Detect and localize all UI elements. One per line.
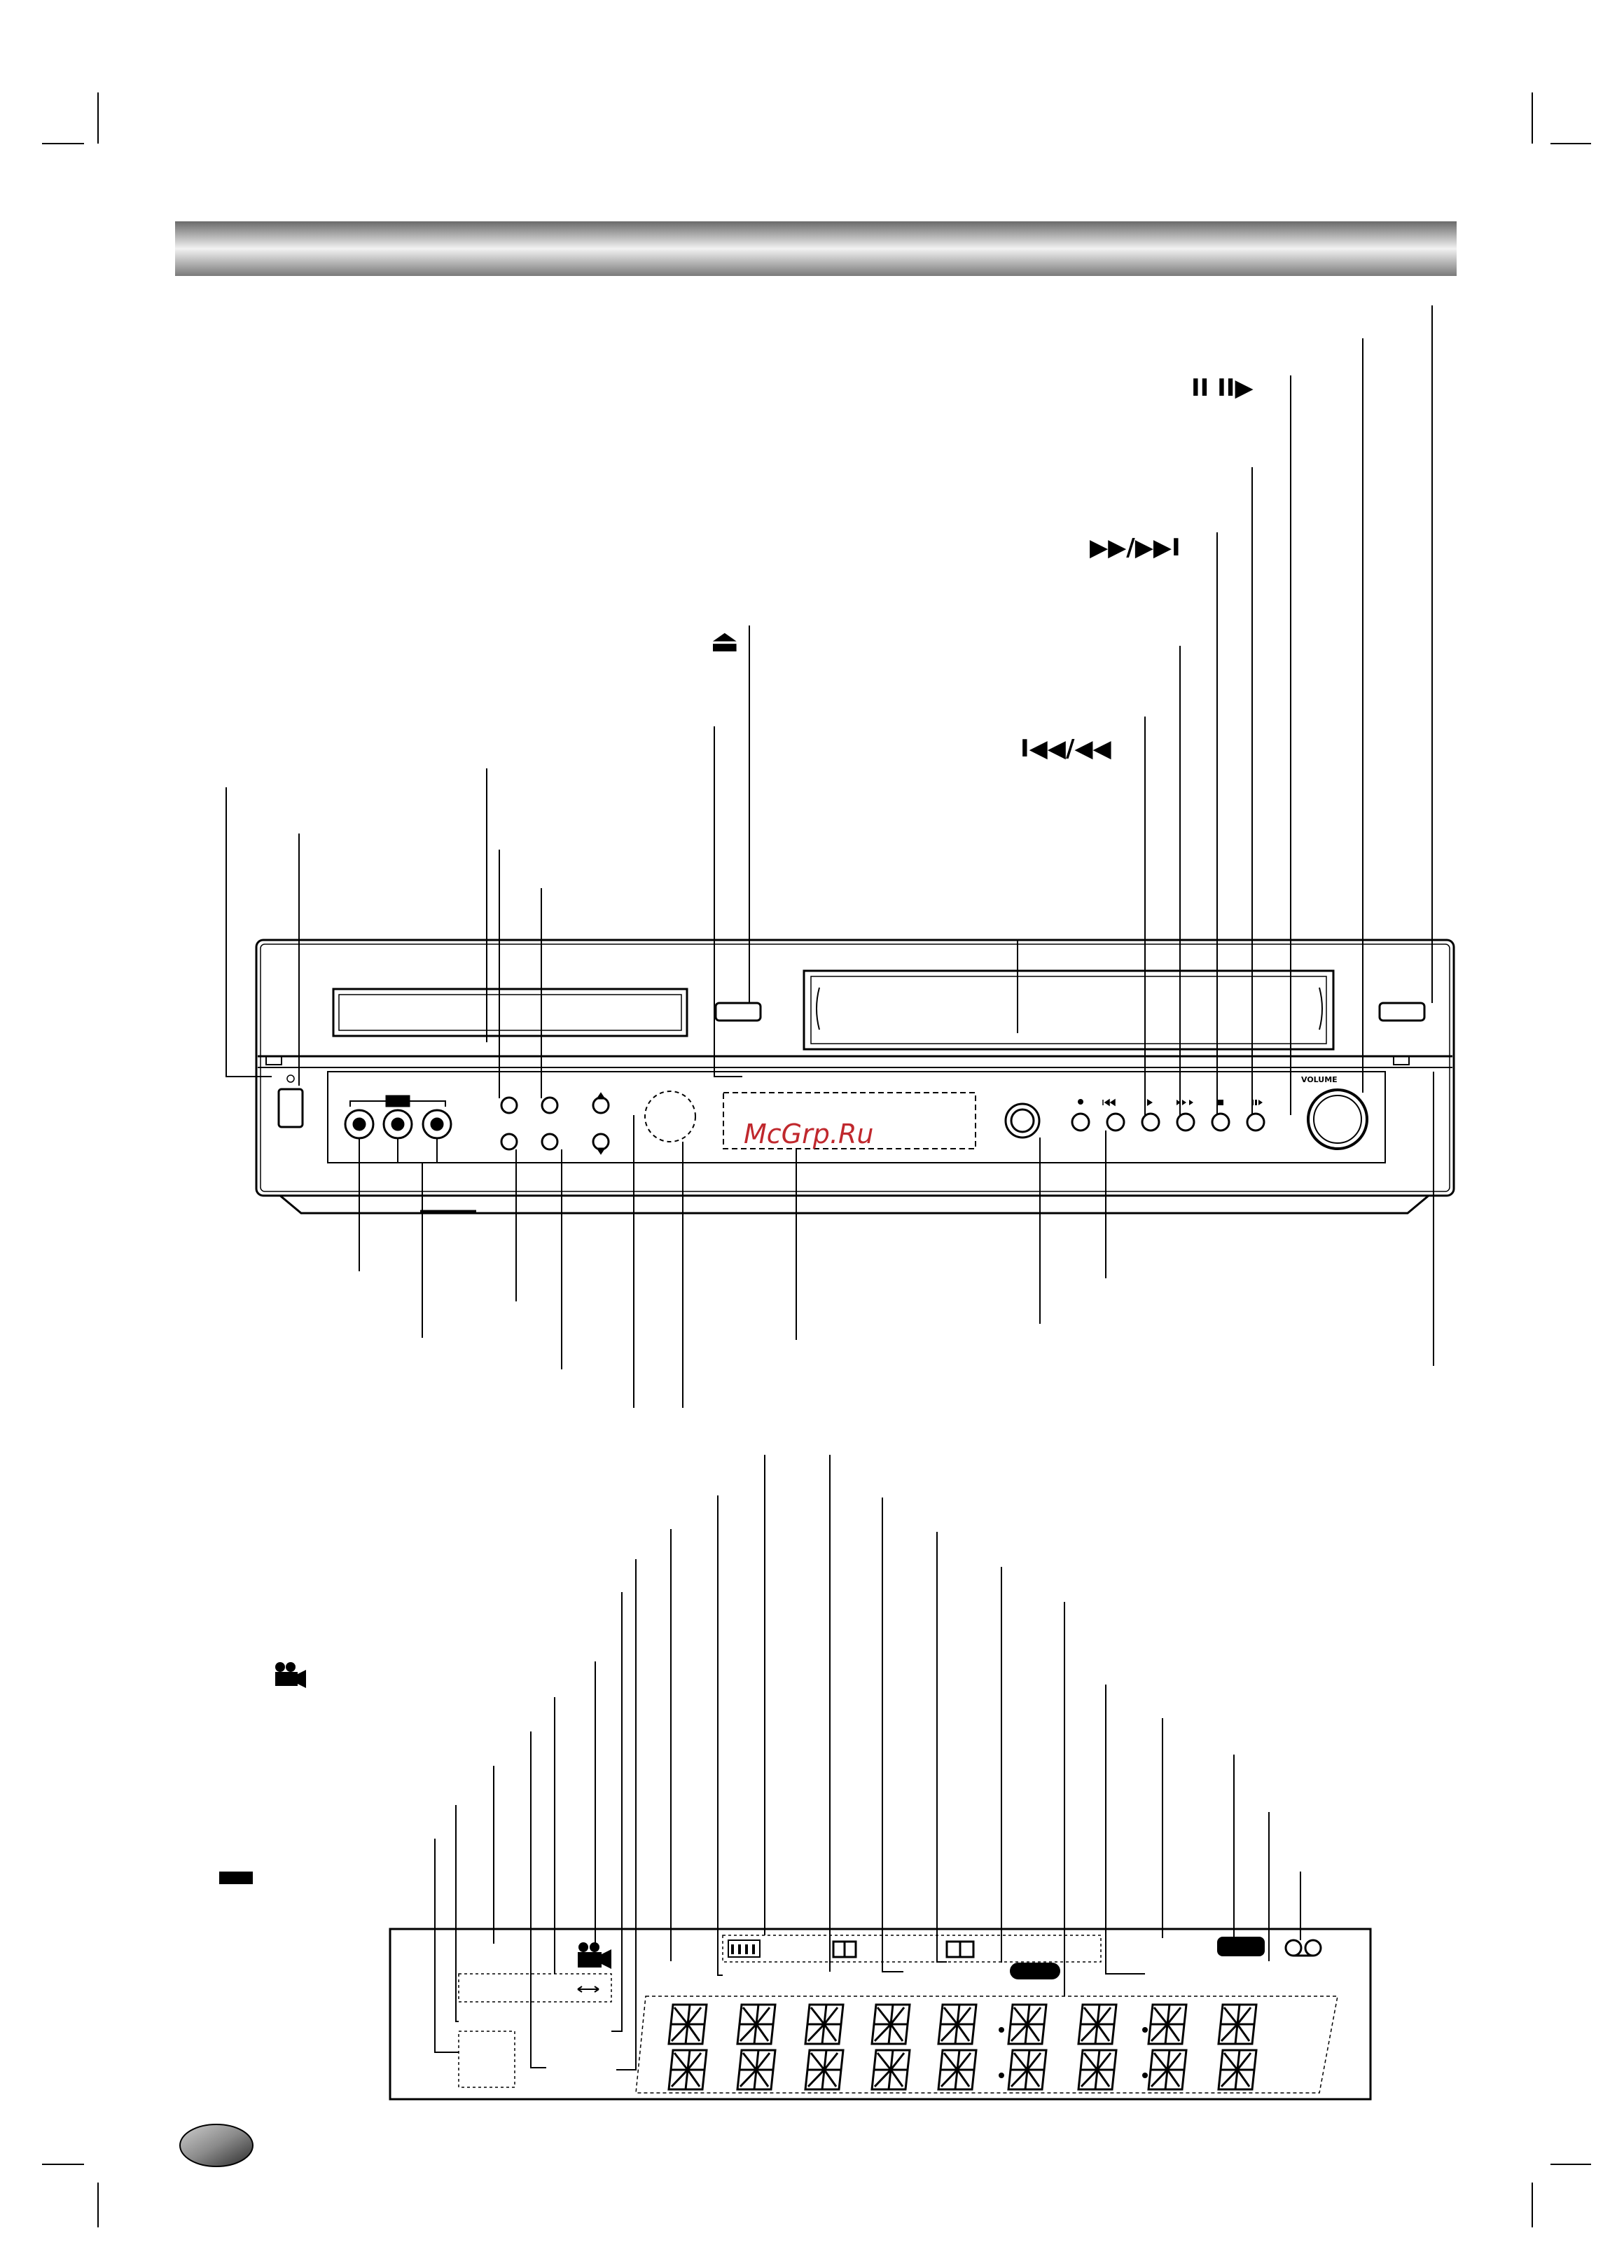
segment-digit — [805, 2005, 843, 2044]
segment-dot — [999, 2073, 1004, 2078]
dolby-icon — [947, 1942, 973, 1957]
rewind-skip-label: I◀◀/◀◀ — [1020, 735, 1111, 763]
eject-symbol: ⏏ — [710, 623, 740, 659]
segment-digit — [669, 2050, 707, 2089]
transport-glyphs — [1078, 1099, 1263, 1106]
header-bar — [175, 221, 1457, 276]
segment-digit — [938, 2050, 976, 2089]
camera-icon — [578, 1942, 611, 1969]
segment-digit — [1008, 2005, 1046, 2044]
segment-digit — [737, 2050, 775, 2089]
crop-marks — [42, 92, 1591, 2227]
segment-digits — [669, 2005, 1256, 2089]
volume-label: VOLUME — [1301, 1075, 1338, 1084]
segment-digit — [872, 2050, 910, 2089]
segment-digit — [669, 2005, 707, 2044]
segment-digit — [737, 2005, 775, 2044]
segment-digit — [1148, 2005, 1186, 2044]
segment-digit — [1078, 2005, 1116, 2044]
camera-icon — [275, 1662, 306, 1688]
segment-digit — [872, 2005, 910, 2044]
front-panel — [256, 940, 1454, 1213]
arrow-icon — [578, 1986, 599, 1992]
segment-dot — [1142, 2027, 1148, 2033]
segment-digit — [1008, 2050, 1046, 2089]
segment-digit — [1148, 2050, 1186, 2089]
dts-icon — [728, 1940, 760, 1957]
tape-icon — [1286, 1940, 1321, 1956]
watermark: McGrp.Ru — [744, 1119, 874, 1149]
status-block — [1217, 1937, 1265, 1956]
dolby-icon — [833, 1942, 856, 1957]
segment-dot — [999, 2027, 1004, 2033]
pause-step-label: II II▶ — [1191, 374, 1254, 402]
front-callouts — [226, 305, 1434, 1408]
status-pill — [1010, 1963, 1060, 1979]
segment-digit — [938, 2005, 976, 2044]
page-tab — [180, 2124, 253, 2166]
segment-digit — [1078, 2050, 1116, 2089]
display-callouts — [435, 1455, 1300, 2070]
fast-forward-skip-label: ▶▶/▶▶I — [1090, 534, 1181, 562]
display-icons — [219, 1662, 1321, 1992]
segment-digit — [805, 2050, 843, 2089]
segment-dot — [1142, 2073, 1148, 2078]
prog-indicator — [219, 1872, 253, 1884]
segment-digit — [1219, 2005, 1256, 2044]
segment-digit — [1219, 2050, 1256, 2089]
